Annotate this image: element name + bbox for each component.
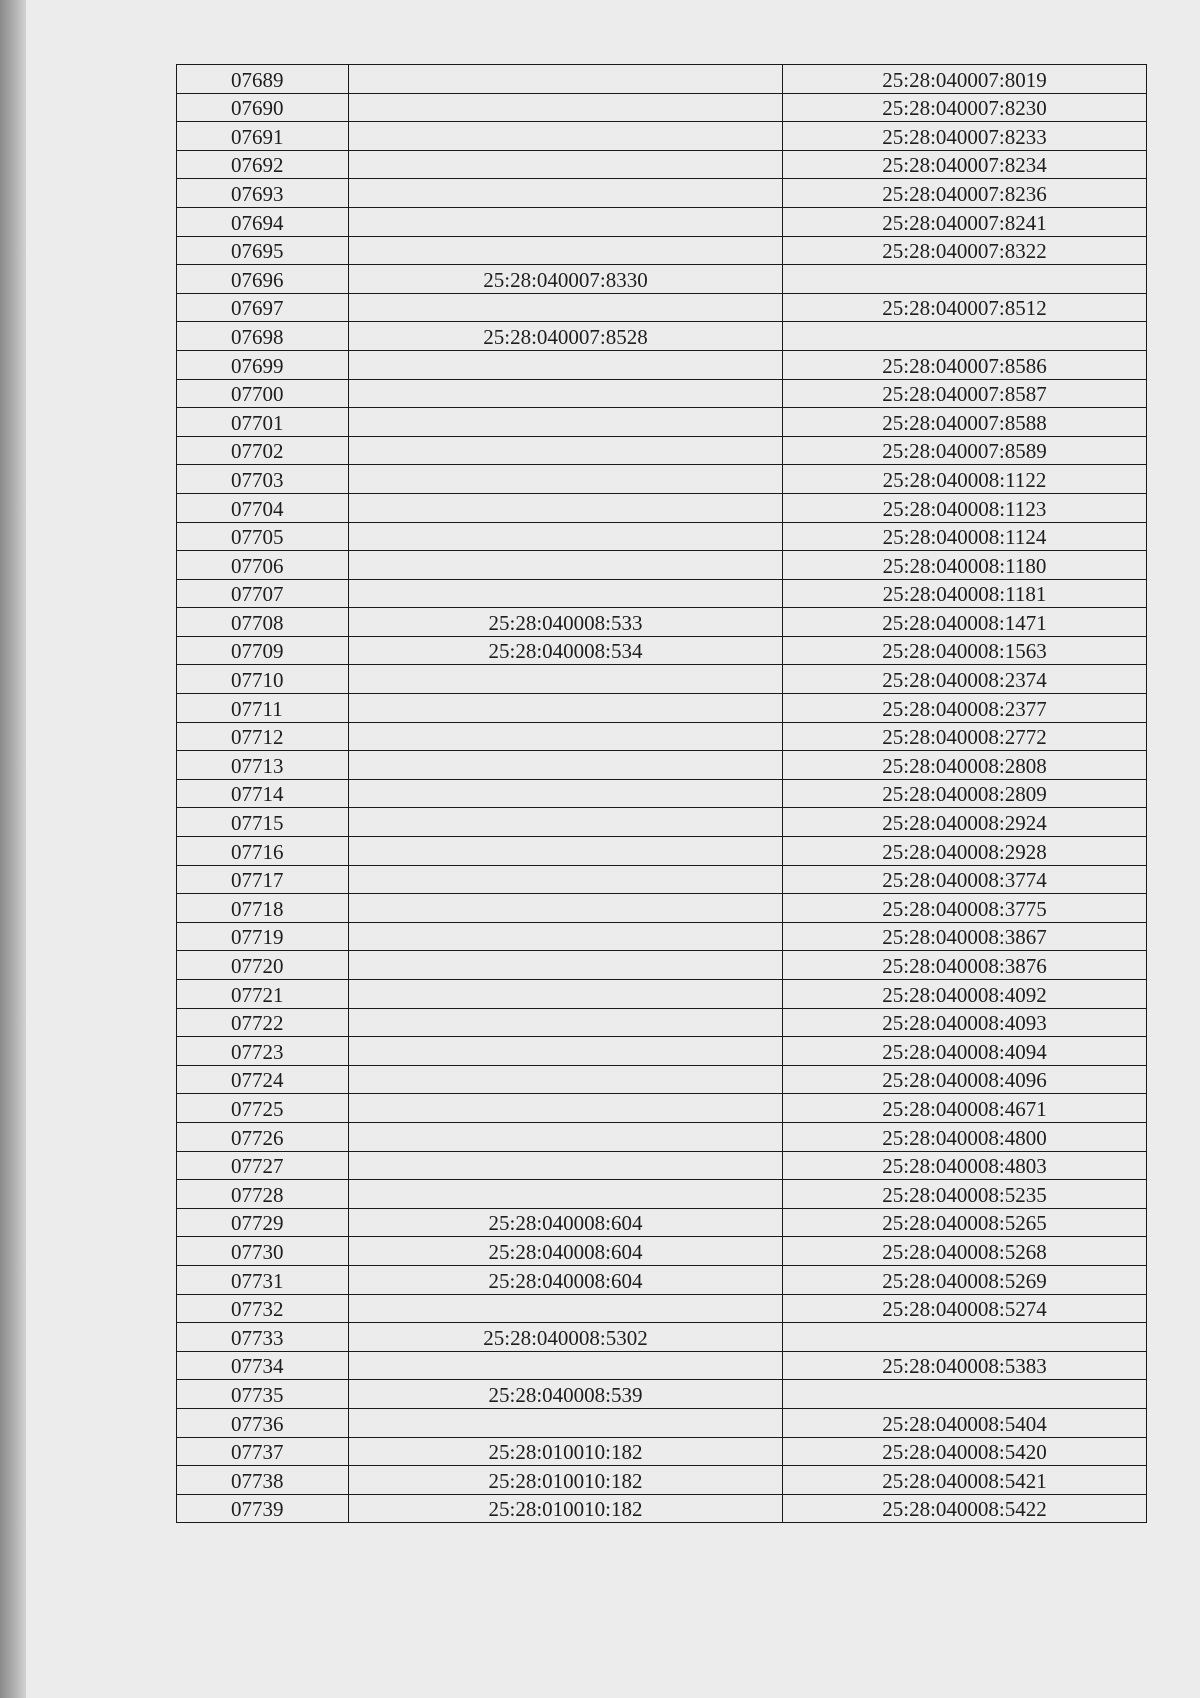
table-row <box>177 1380 1147 1409</box>
row-number-cell: 07704 <box>177 493 349 522</box>
row-number-cell: 07737 <box>177 1437 349 1466</box>
table-row <box>177 1323 1147 1352</box>
previous-cadastral-number-cell <box>349 465 783 494</box>
table-row <box>177 551 1147 580</box>
table-row <box>177 150 1147 179</box>
cadastral-number-cell: 25:28:040008:3774 <box>783 865 1147 894</box>
previous-cadastral-number-cell: 25:28:010010:182 <box>349 1437 783 1466</box>
table-row <box>177 1294 1147 1323</box>
cadastral-number-cell: 25:28:040008:4671 <box>783 1094 1147 1123</box>
previous-cadastral-number-cell <box>349 951 783 980</box>
cadastral-number-cell: 25:28:040008:4096 <box>783 1065 1147 1094</box>
row-number-cell: 07706 <box>177 551 349 580</box>
row-number-cell: 07739 <box>177 1494 349 1523</box>
row-number-cell: 07715 <box>177 808 349 837</box>
table-row <box>177 1065 1147 1094</box>
table-row <box>177 379 1147 408</box>
previous-cadastral-number-cell <box>349 922 783 951</box>
previous-cadastral-number-cell: 25:28:040007:8330 <box>349 265 783 294</box>
row-number-cell: 07698 <box>177 322 349 351</box>
cadastral-number-cell: 25:28:040008:2808 <box>783 751 1147 780</box>
cadastral-number-cell: 25:28:040008:5383 <box>783 1351 1147 1380</box>
cadastral-number-cell: 25:28:040008:2924 <box>783 808 1147 837</box>
table-row <box>177 751 1147 780</box>
row-number-cell: 07733 <box>177 1323 349 1352</box>
previous-cadastral-number-cell <box>349 122 783 151</box>
cadastral-number-cell: 25:28:040008:2928 <box>783 837 1147 866</box>
table-row <box>177 837 1147 866</box>
table-row <box>177 579 1147 608</box>
cadastral-number-cell: 25:28:040007:8587 <box>783 379 1147 408</box>
cadastral-number-cell: 25:28:040008:2374 <box>783 665 1147 694</box>
row-number-cell: 07734 <box>177 1351 349 1380</box>
table-row <box>177 1151 1147 1180</box>
previous-cadastral-number-cell <box>349 694 783 723</box>
cadastral-number-table <box>176 64 1147 1523</box>
table-row <box>177 722 1147 751</box>
previous-cadastral-number-cell <box>349 522 783 551</box>
row-number-cell: 07697 <box>177 293 349 322</box>
previous-cadastral-number-cell: 25:28:040008:534 <box>349 636 783 665</box>
previous-cadastral-number-cell <box>349 379 783 408</box>
row-number-cell: 07695 <box>177 236 349 265</box>
row-number-cell: 07732 <box>177 1294 349 1323</box>
scan-shadow-edge <box>0 0 26 1698</box>
table-row <box>177 350 1147 379</box>
row-number-cell: 07703 <box>177 465 349 494</box>
table-row <box>177 980 1147 1009</box>
previous-cadastral-number-cell <box>349 350 783 379</box>
cadastral-number-cell: 25:28:040007:8019 <box>783 65 1147 94</box>
previous-cadastral-number-cell <box>349 1094 783 1123</box>
row-number-cell: 07701 <box>177 408 349 437</box>
row-number-cell: 07709 <box>177 636 349 665</box>
cadastral-number-cell: 25:28:040007:8586 <box>783 350 1147 379</box>
cadastral-number-cell: 25:28:040008:1471 <box>783 608 1147 637</box>
table-row <box>177 122 1147 151</box>
previous-cadastral-number-cell <box>349 808 783 837</box>
cadastral-number-cell: 25:28:040008:5268 <box>783 1237 1147 1266</box>
table-row <box>177 951 1147 980</box>
table-row <box>177 1265 1147 1294</box>
cadastral-number-cell: 25:28:040008:4094 <box>783 1037 1147 1066</box>
cadastral-number-cell: 25:28:040008:4803 <box>783 1151 1147 1180</box>
table-row <box>177 1122 1147 1151</box>
cadastral-number-cell: 25:28:040008:4093 <box>783 1008 1147 1037</box>
row-number-cell: 07717 <box>177 865 349 894</box>
cadastral-number-cell: 25:28:040008:5422 <box>783 1494 1147 1523</box>
row-number-cell: 07731 <box>177 1265 349 1294</box>
row-number-cell: 07691 <box>177 122 349 151</box>
cadastral-number-cell: 25:28:040007:8233 <box>783 122 1147 151</box>
previous-cadastral-number-cell <box>349 150 783 179</box>
cadastral-number-cell <box>783 1380 1147 1409</box>
cadastral-number-cell: 25:28:040008:1124 <box>783 522 1147 551</box>
row-number-cell: 07708 <box>177 608 349 637</box>
cadastral-number-cell: 25:28:040008:3876 <box>783 951 1147 980</box>
table-row <box>177 1437 1147 1466</box>
table-row <box>177 665 1147 694</box>
row-number-cell: 07729 <box>177 1208 349 1237</box>
previous-cadastral-number-cell: 25:28:040008:604 <box>349 1208 783 1237</box>
previous-cadastral-number-cell: 25:28:040008:604 <box>349 1237 783 1266</box>
cadastral-number-cell: 25:28:040008:2772 <box>783 722 1147 751</box>
previous-cadastral-number-cell <box>349 1180 783 1209</box>
previous-cadastral-number-cell <box>349 1037 783 1066</box>
cadastral-number-cell: 25:28:040007:8236 <box>783 179 1147 208</box>
cadastral-number-cell: 25:28:040007:8322 <box>783 236 1147 265</box>
table-row <box>177 293 1147 322</box>
row-number-cell: 07738 <box>177 1466 349 1495</box>
table-row <box>177 1408 1147 1437</box>
cadastral-number-cell: 25:28:040007:8234 <box>783 150 1147 179</box>
previous-cadastral-number-cell <box>349 779 783 808</box>
previous-cadastral-number-cell <box>349 1122 783 1151</box>
table-row <box>177 207 1147 236</box>
cadastral-number-cell: 25:28:040007:8588 <box>783 408 1147 437</box>
cadastral-number-cell: 25:28:040007:8241 <box>783 207 1147 236</box>
table-body <box>177 65 1147 1523</box>
cadastral-number-cell: 25:28:040008:1122 <box>783 465 1147 494</box>
row-number-cell: 07730 <box>177 1237 349 1266</box>
row-number-cell: 07721 <box>177 980 349 1009</box>
previous-cadastral-number-cell <box>349 93 783 122</box>
table-row <box>177 179 1147 208</box>
previous-cadastral-number-cell <box>349 1008 783 1037</box>
row-number-cell: 07713 <box>177 751 349 780</box>
row-number-cell: 07722 <box>177 1008 349 1037</box>
row-number-cell: 07720 <box>177 951 349 980</box>
row-number-cell: 07692 <box>177 150 349 179</box>
row-number-cell: 07700 <box>177 379 349 408</box>
previous-cadastral-number-cell: 25:28:040007:8528 <box>349 322 783 351</box>
row-number-cell: 07711 <box>177 694 349 723</box>
table-row <box>177 522 1147 551</box>
row-number-cell: 07690 <box>177 93 349 122</box>
table-row <box>177 1094 1147 1123</box>
table-row <box>177 1208 1147 1237</box>
row-number-cell: 07724 <box>177 1065 349 1094</box>
row-number-cell: 07693 <box>177 179 349 208</box>
table-row <box>177 1008 1147 1037</box>
row-number-cell: 07735 <box>177 1380 349 1409</box>
previous-cadastral-number-cell <box>349 751 783 780</box>
table-row <box>177 265 1147 294</box>
cadastral-number-cell: 25:28:040007:8589 <box>783 436 1147 465</box>
cadastral-number-cell: 25:28:040008:5421 <box>783 1466 1147 1495</box>
table-row <box>177 1494 1147 1523</box>
previous-cadastral-number-cell <box>349 179 783 208</box>
cadastral-number-cell: 25:28:040008:2377 <box>783 694 1147 723</box>
row-number-cell: 07727 <box>177 1151 349 1180</box>
previous-cadastral-number-cell <box>349 865 783 894</box>
previous-cadastral-number-cell <box>349 1351 783 1380</box>
cadastral-number-cell: 25:28:040008:1563 <box>783 636 1147 665</box>
table-row <box>177 93 1147 122</box>
cadastral-number-cell: 25:28:040008:3867 <box>783 922 1147 951</box>
row-number-cell: 07702 <box>177 436 349 465</box>
row-number-cell: 07707 <box>177 579 349 608</box>
previous-cadastral-number-cell <box>349 207 783 236</box>
previous-cadastral-number-cell <box>349 408 783 437</box>
table-row <box>177 894 1147 923</box>
row-number-cell: 07718 <box>177 894 349 923</box>
cadastral-number-cell: 25:28:040008:1181 <box>783 579 1147 608</box>
table-row <box>177 1237 1147 1266</box>
table-row <box>177 322 1147 351</box>
table-row <box>177 1466 1147 1495</box>
row-number-cell: 07726 <box>177 1122 349 1151</box>
table-row <box>177 236 1147 265</box>
previous-cadastral-number-cell <box>349 579 783 608</box>
document-page <box>26 0 1200 1698</box>
table-row <box>177 1037 1147 1066</box>
row-number-cell: 07728 <box>177 1180 349 1209</box>
row-number-cell: 07719 <box>177 922 349 951</box>
previous-cadastral-number-cell <box>349 1151 783 1180</box>
previous-cadastral-number-cell: 25:28:010010:182 <box>349 1466 783 1495</box>
previous-cadastral-number-cell <box>349 493 783 522</box>
cadastral-number-cell <box>783 322 1147 351</box>
previous-cadastral-number-cell <box>349 894 783 923</box>
cadastral-number-cell: 25:28:040008:5265 <box>783 1208 1147 1237</box>
table-row <box>177 1180 1147 1209</box>
previous-cadastral-number-cell <box>349 1065 783 1094</box>
row-number-cell: 07714 <box>177 779 349 808</box>
previous-cadastral-number-cell: 25:28:010010:182 <box>349 1494 783 1523</box>
previous-cadastral-number-cell <box>349 236 783 265</box>
cadastral-number-cell: 25:28:040007:8230 <box>783 93 1147 122</box>
previous-cadastral-number-cell <box>349 980 783 1009</box>
previous-cadastral-number-cell <box>349 1408 783 1437</box>
cadastral-number-cell: 25:28:040008:5269 <box>783 1265 1147 1294</box>
previous-cadastral-number-cell: 25:28:040008:604 <box>349 1265 783 1294</box>
previous-cadastral-number-cell <box>349 1294 783 1323</box>
cadastral-number-cell: 25:28:040008:5420 <box>783 1437 1147 1466</box>
previous-cadastral-number-cell: 25:28:040008:5302 <box>349 1323 783 1352</box>
table-row <box>177 436 1147 465</box>
table-row <box>177 65 1147 94</box>
cadastral-number-cell: 25:28:040008:4092 <box>783 980 1147 1009</box>
row-number-cell: 07705 <box>177 522 349 551</box>
cadastral-number-cell <box>783 265 1147 294</box>
table-row <box>177 608 1147 637</box>
row-number-cell: 07725 <box>177 1094 349 1123</box>
previous-cadastral-number-cell <box>349 665 783 694</box>
row-number-cell: 07710 <box>177 665 349 694</box>
table-row <box>177 808 1147 837</box>
row-number-cell: 07694 <box>177 207 349 236</box>
cadastral-number-cell <box>783 1323 1147 1352</box>
row-number-cell: 07712 <box>177 722 349 751</box>
cadastral-number-cell: 25:28:040008:4800 <box>783 1122 1147 1151</box>
table-row <box>177 408 1147 437</box>
table-row <box>177 465 1147 494</box>
cadastral-number-cell: 25:28:040008:1180 <box>783 551 1147 580</box>
previous-cadastral-number-cell <box>349 722 783 751</box>
previous-cadastral-number-cell: 25:28:040008:533 <box>349 608 783 637</box>
cadastral-number-cell: 25:28:040008:1123 <box>783 493 1147 522</box>
table-row <box>177 922 1147 951</box>
row-number-cell: 07723 <box>177 1037 349 1066</box>
table-row <box>177 636 1147 665</box>
previous-cadastral-number-cell <box>349 436 783 465</box>
previous-cadastral-number-cell <box>349 65 783 94</box>
previous-cadastral-number-cell <box>349 293 783 322</box>
previous-cadastral-number-cell <box>349 551 783 580</box>
previous-cadastral-number-cell: 25:28:040008:539 <box>349 1380 783 1409</box>
table-row <box>177 779 1147 808</box>
cadastral-number-cell: 25:28:040008:5235 <box>783 1180 1147 1209</box>
table-row <box>177 1351 1147 1380</box>
cadastral-number-cell: 25:28:040008:3775 <box>783 894 1147 923</box>
cadastral-number-cell: 25:28:040008:2809 <box>783 779 1147 808</box>
row-number-cell: 07689 <box>177 65 349 94</box>
cadastral-number-cell: 25:28:040008:5274 <box>783 1294 1147 1323</box>
row-number-cell: 07716 <box>177 837 349 866</box>
table-row <box>177 865 1147 894</box>
table-row <box>177 493 1147 522</box>
cadastral-number-cell: 25:28:040007:8512 <box>783 293 1147 322</box>
row-number-cell: 07736 <box>177 1408 349 1437</box>
table-row <box>177 694 1147 723</box>
cadastral-number-cell: 25:28:040008:5404 <box>783 1408 1147 1437</box>
row-number-cell: 07696 <box>177 265 349 294</box>
previous-cadastral-number-cell <box>349 837 783 866</box>
row-number-cell: 07699 <box>177 350 349 379</box>
